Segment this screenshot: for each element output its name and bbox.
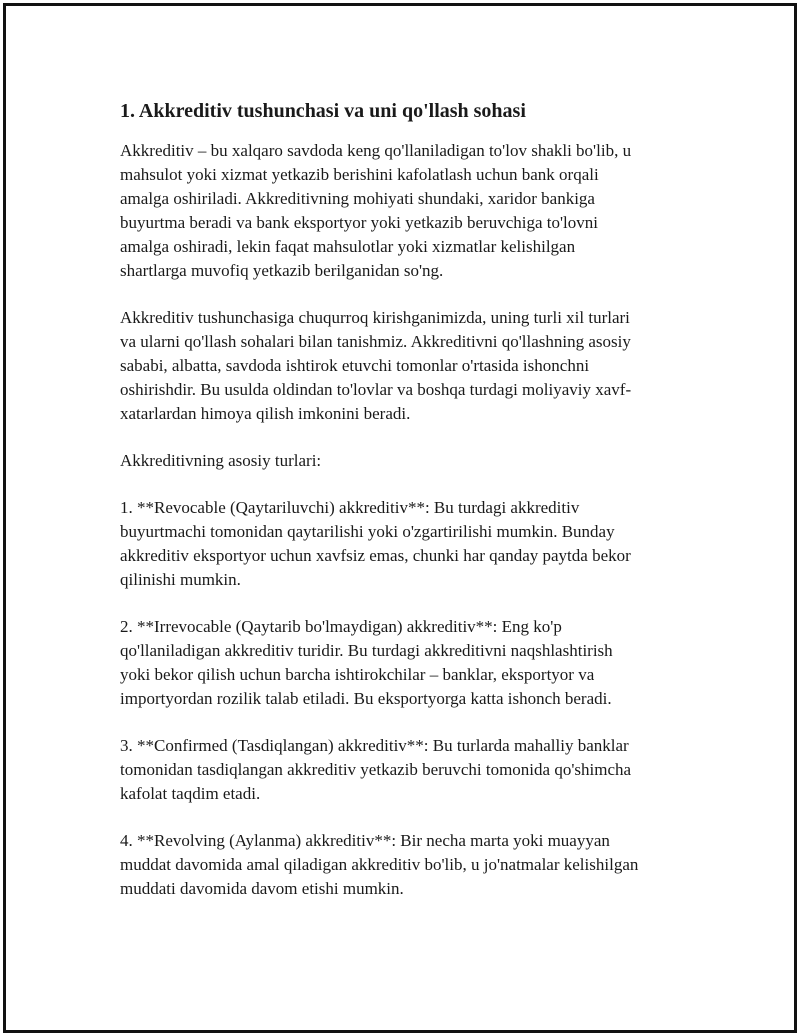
type-confirmed-paragraph: 3. **Confirmed (Tasdiqlangan) akkreditiv**: Bu turlarda mahalliy banklar tomonidan tasdiqlangan akkreditiv yetkazib beruvchi tomonida qo'shimcha kafolat taqdim etadi. <box>120 736 632 803</box>
intro-paragraph: Akkreditiv – bu xalqaro savdoda keng qo'llaniladigan to'lov shakli bo'lib, u mahsulot yoki xizmat yetkazib berishini kafolatlash uchun bank orqali amalga oshiriladi. Akkreditivning mohiyati shundaki, xaridor bankiga buyurtma beradi va bank eksportyor yoki yetkazib beruvchiga to'lovni amalga oshiradi, lekin faqat mahsulotlar yoki xizmatlar kelishilgan shartlarga muvofiq yetkazib berilganidan so'ng. <box>120 141 632 280</box>
type-irrevocable-paragraph: 2. **Irrevocable (Qaytarib bo'lmaydigan) akkreditiv**: Eng ko'p qo'llaniladigan akkreditiv turidir. Bu turdagi akkreditivni naqshlashtirish yoki bekor qilish uchun barcha ishtirokchilar – banklar, eksportyor va importyordan rozilik talab etiladi. Bu eksportyorga katta ishonch beradi. <box>120 617 613 708</box>
types-heading-paragraph: Akkreditivning asosiy turlari: <box>120 451 322 470</box>
document-body <box>120 94 695 924</box>
type-revolving-paragraph: 4. **Revolving (Aylanma) akkreditiv**: Bir necha marta yoki muayyan muddat davomida amal qiladigan akkreditiv bo'lib, u jo'natmalar kelishilgan muddati davomida davom etishi mumkin. <box>120 831 639 898</box>
page-frame <box>3 3 797 1033</box>
page-title: 1. Akkreditiv tushunchasi va uni qo'llash sohasi <box>120 100 526 122</box>
concept-paragraph: Akkreditiv tushunchasiga chuqurroq kirishganimizda, uning turli xil turlari va ularni qo'llash sohalari bilan tanishmiz. Akkreditivni qo'llashning asosiy sababi, albatta, savdoda ishtirok etuvchi tomonlar o'rtasida ishonchni oshirishdir. Bu usulda oldindan to'lovlar va boshqa turdagi moliyaviy xavf- xatarlardan himoya qilish imkonini beradi. <box>120 308 632 423</box>
type-revocable-paragraph: 1. **Revocable (Qaytariluvchi) akkreditiv**: Bu turdagi akkreditiv buyurtmachi tomonidan qaytarilishi yoki o'zgartirilishi mumkin. Bunday akkreditiv eksportyor uchun xavfsiz emas, chunki har qanday paytda bekor qilinishi mumkin. <box>120 498 631 589</box>
